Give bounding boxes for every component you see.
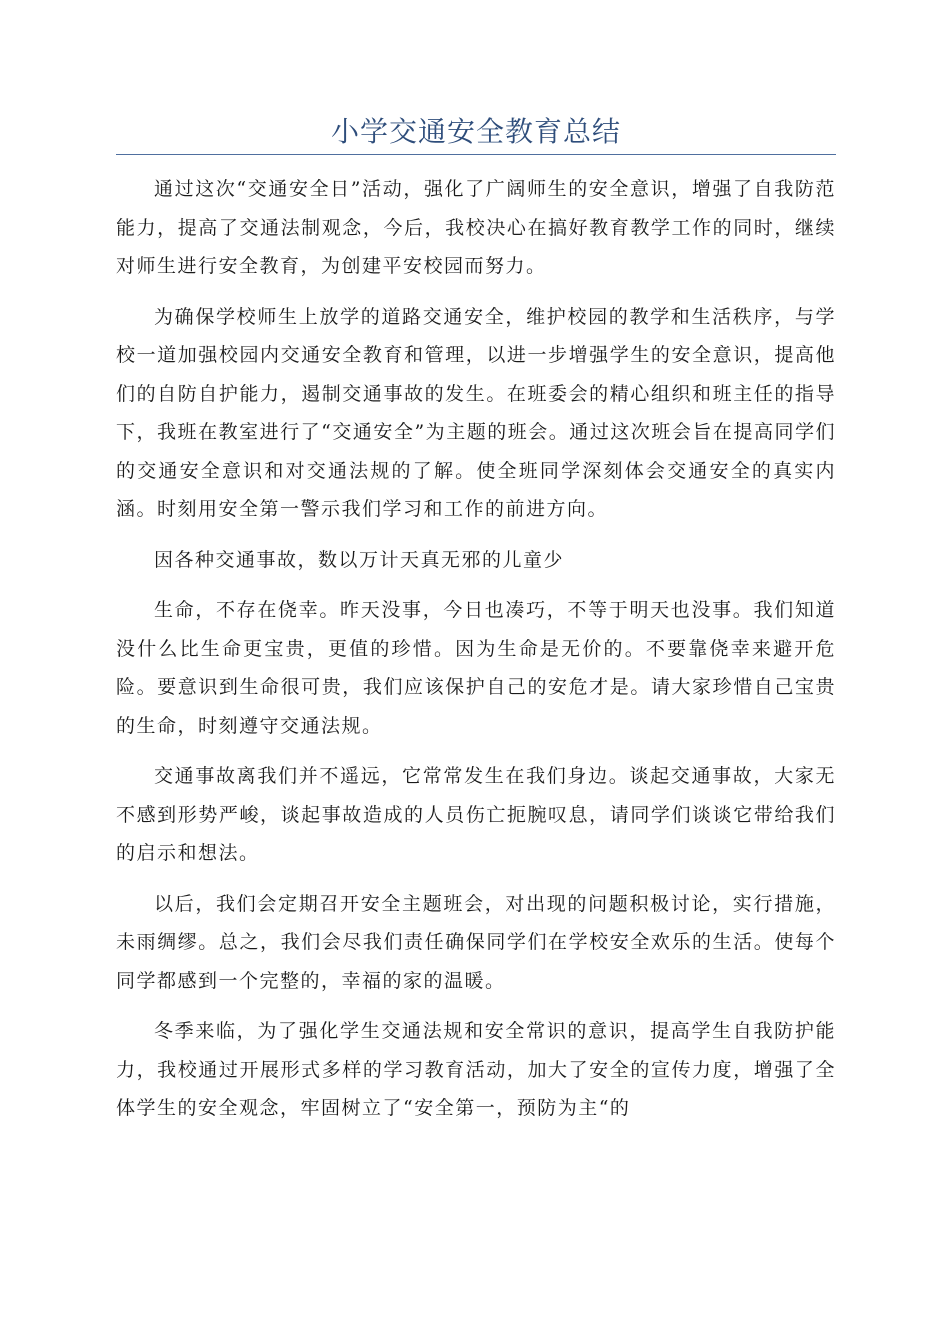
- paragraph-7: 冬季来临，为了强化学生交通法规和安全常识的意识，提高学生自我防护能力，我校通过开展形式多样的学习教育活动，加大了安全的宣传力度，增强了全体学生的安全观念，牢固树立了“安全第一，预防为主“的: [116, 1020, 836, 1119]
- paragraph-4: 生命，不存在侥幸。昨天没事，今日也凑巧，不等于明天也没事。我们知道没什么比生命更宝贵，更值的珍惜。因为生命是无价的。不要靠侥幸来避开危险。要意识到生命很可贵，我们应该保护自己的安危才是。请大家珍惜自己宝贵的生命，时刻遵守交通法规。: [116, 599, 836, 737]
- paragraph-2: 为确保学校师生上放学的道路交通安全，维护校园的教学和生活秩序，与学校一道加强校园内交通安全教育和管理，以进一步增强学生的安全意识，提高他们的自防自护能力，遏制交通事故的发生。在班委会的精心组织和班主任的指导下，我班在教室进行了“交通安全”为主题的班会。通过这次班会旨在提高同学们的交通安全意识和对交通法规的了解。使全班同学深刻体会交通安全的真实内涵。时刻用安全第一警示我们学习和工作的前进方向。: [116, 305, 836, 520]
- paragraph-1: 通过这次“交通安全日”活动，强化了广阔师生的安全意识，增强了自我防范能力，提高了交通法制观念，今后，我校决心在搞好教育教学工作的同时，继续对师生进行安全教育，为创建平安校园而努力。: [116, 178, 836, 277]
- document-title: 小学交通安全教育总结: [330, 115, 621, 148]
- paragraph-3: 因各种交通事故，数以万计天真无邪的儿童少: [154, 548, 565, 571]
- paragraph-5: 交通事故离我们并不遥远，它常常发生在我们身边。谈起交通事故，大家无不感到形势严峻，谈起事故造成的人员伤亡扼腕叹息，请同学们谈谈它带给我们的启示和想法。: [116, 765, 836, 864]
- document-body: [116, 170, 836, 1140]
- title-underline: [116, 154, 836, 155]
- paragraph-6: 以后，我们会定期召开安全主题班会，对出现的问题积极讨论，实行措施，未雨绸缪。总之，我们会尽我们责任确保同学们在学校安全欢乐的生活。使每个同学都感到一个完整的，幸福的家的温暖。: [116, 892, 836, 992]
